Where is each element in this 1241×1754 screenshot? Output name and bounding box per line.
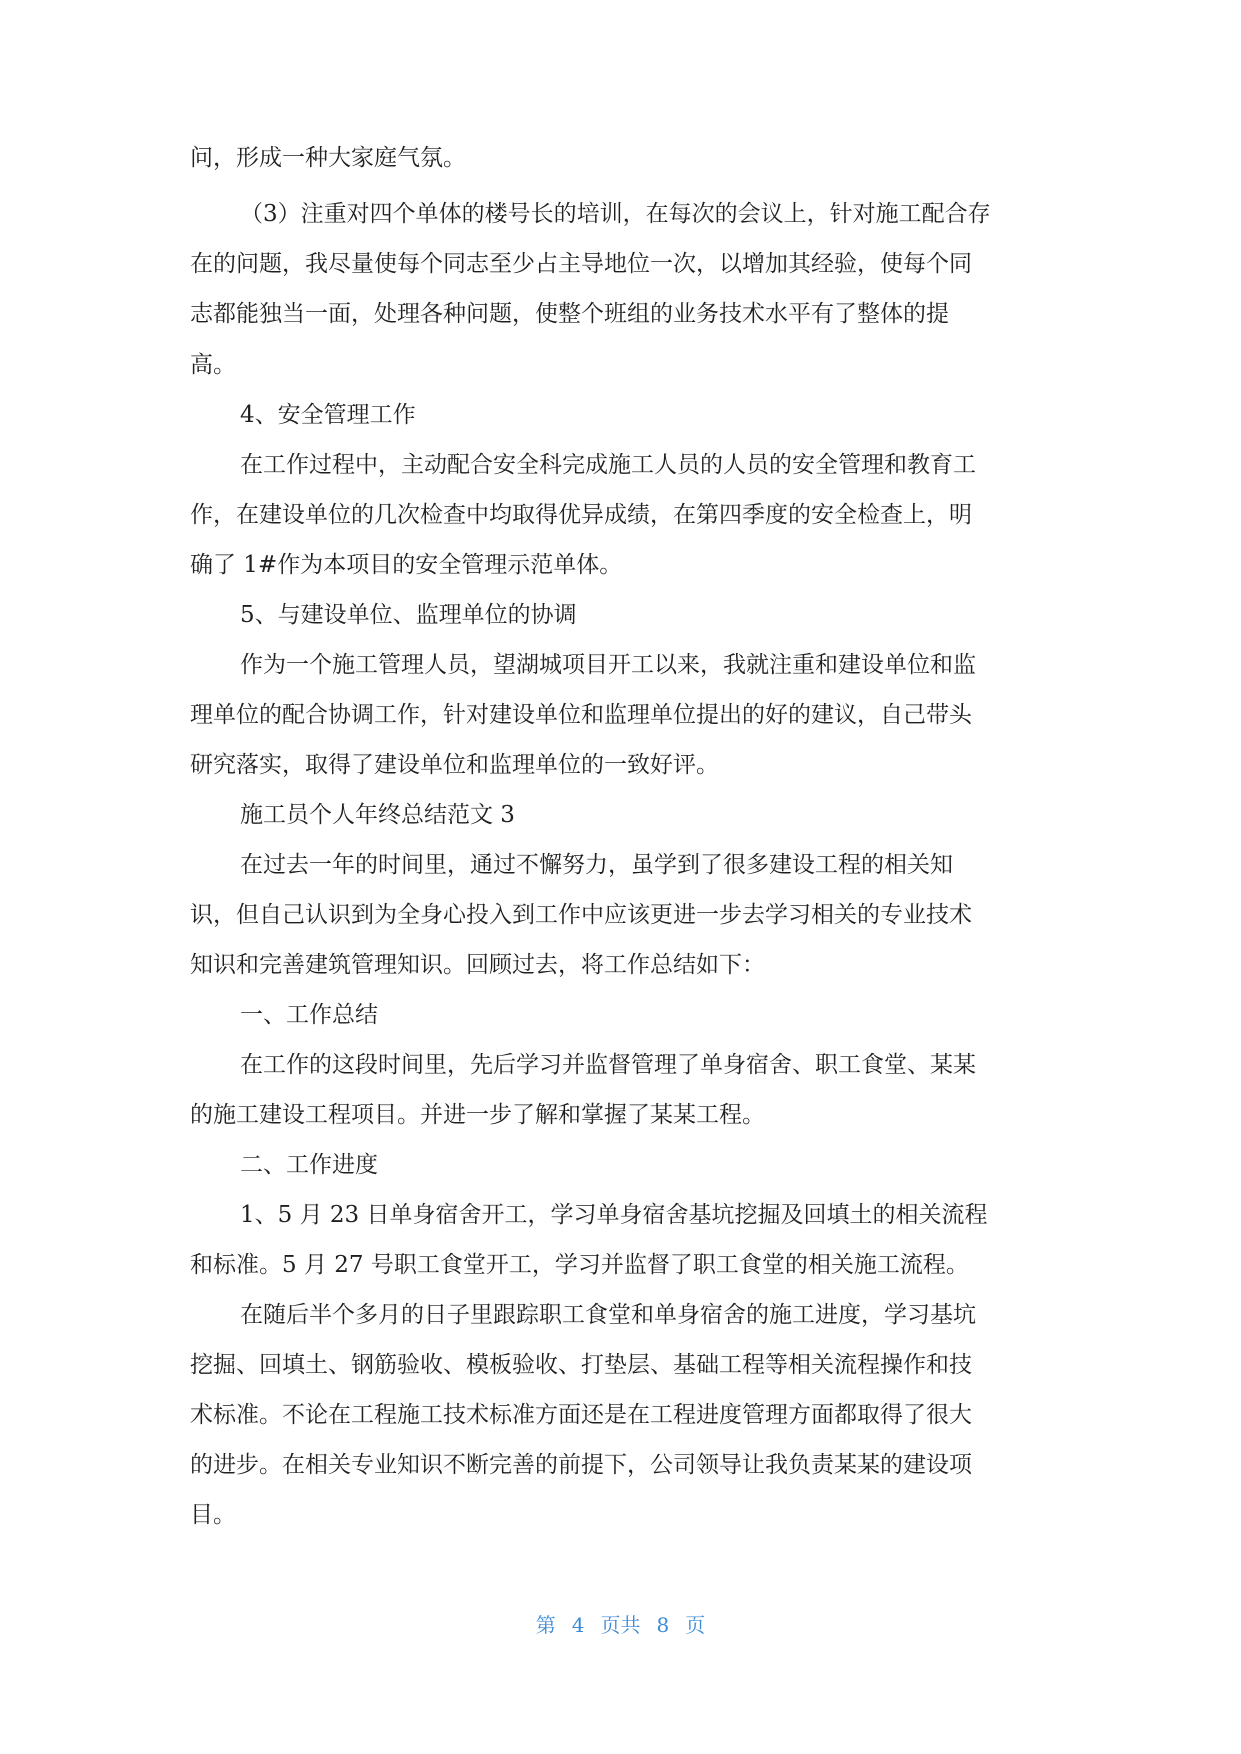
page-footer [0, 1612, 1241, 1638]
text-line: 在的问题，我尽量使每个同志至少占主导地位一次，以增加其经验，使每个同 [190, 251, 972, 277]
text-line: 问，形成一种大家庭气氛。 [190, 145, 466, 171]
text-line: 作，在建设单位的几次检查中均取得优异成绩，在第四季度的安全检查上，明 [190, 502, 972, 528]
current-page-number: 4 [571, 1613, 585, 1637]
text-line: 和标准。5 月 27 号职工食堂开工，学习并监督了职工食堂的相关施工流程。 [190, 1252, 969, 1278]
text-line: 术标准。不论在工程施工技术标准方面还是在工程进度管理方面都取得了很大 [190, 1402, 972, 1428]
section-heading: 二、工作进度 [240, 1152, 378, 1178]
text-line: 在工作的这段时间里，先后学习并监督管理了单身宿舍、职工食堂、某某 [240, 1052, 976, 1078]
text-line: 高。 [190, 352, 236, 378]
text-line: 1、5 月 23 日单身宿舍开工，学习单身宿舍基坑挖掘及回填土的相关流程 [240, 1202, 988, 1228]
footer-label-di: 第 [535, 1613, 556, 1637]
footer-label-ye: 页 [685, 1613, 706, 1637]
text-line: 识，但自己认识到为全身心投入到工作中应该更进一步去学习相关的专业技术 [190, 902, 972, 928]
text-line: 目。 [190, 1502, 236, 1528]
section-heading: 4、安全管理工作 [240, 402, 416, 428]
section-title: 施工员个人年终总结范文 3 [240, 802, 515, 828]
text-line: 作为一个施工管理人员，望湖城项目开工以来，我就注重和建设单位和监 [240, 652, 976, 678]
text-line: 的施工建设工程项目。并进一步了解和掌握了某某工程。 [190, 1102, 765, 1128]
text-line: 在工作过程中，主动配合安全科完成施工人员的人员的安全管理和教育工 [240, 452, 976, 478]
text-line: 研究落实，取得了建设单位和监理单位的一致好评。 [190, 752, 719, 778]
text-line: 的进步。在相关专业知识不断完善的前提下，公司领导让我负责某某的建设项 [190, 1452, 972, 1478]
text-line: 在随后半个多月的日子里跟踪职工食堂和单身宿舍的施工进度，学习基坑 [240, 1302, 976, 1328]
text-line: 确了 1#作为本项目的安全管理示范单体。 [190, 552, 623, 578]
total-pages-number: 8 [656, 1613, 670, 1637]
text-line: 志都能独当一面，处理各种问题，使整个班组的业务技术水平有了整体的提 [190, 301, 949, 327]
section-heading: 5、与建设单位、监理单位的协调 [240, 602, 577, 628]
section-heading: 一、工作总结 [240, 1002, 378, 1028]
text-line: 知识和完善建筑管理知识。回顾过去，将工作总结如下： [190, 952, 765, 978]
text-line: 在过去一年的时间里，通过不懈努力，虽学到了很多建设工程的相关知 [240, 852, 953, 878]
footer-label-ye-gong: 页共 [600, 1613, 641, 1637]
text-line: （3）注重对四个单体的楼号长的培训，在每次的会议上，针对施工配合存 [240, 201, 991, 227]
text-line: 理单位的配合协调工作，针对建设单位和监理单位提出的好的建议，自己带头 [190, 702, 972, 728]
text-line: 挖掘、回填土、钢筋验收、模板验收、打垫层、基础工程等相关流程操作和技 [190, 1352, 972, 1378]
